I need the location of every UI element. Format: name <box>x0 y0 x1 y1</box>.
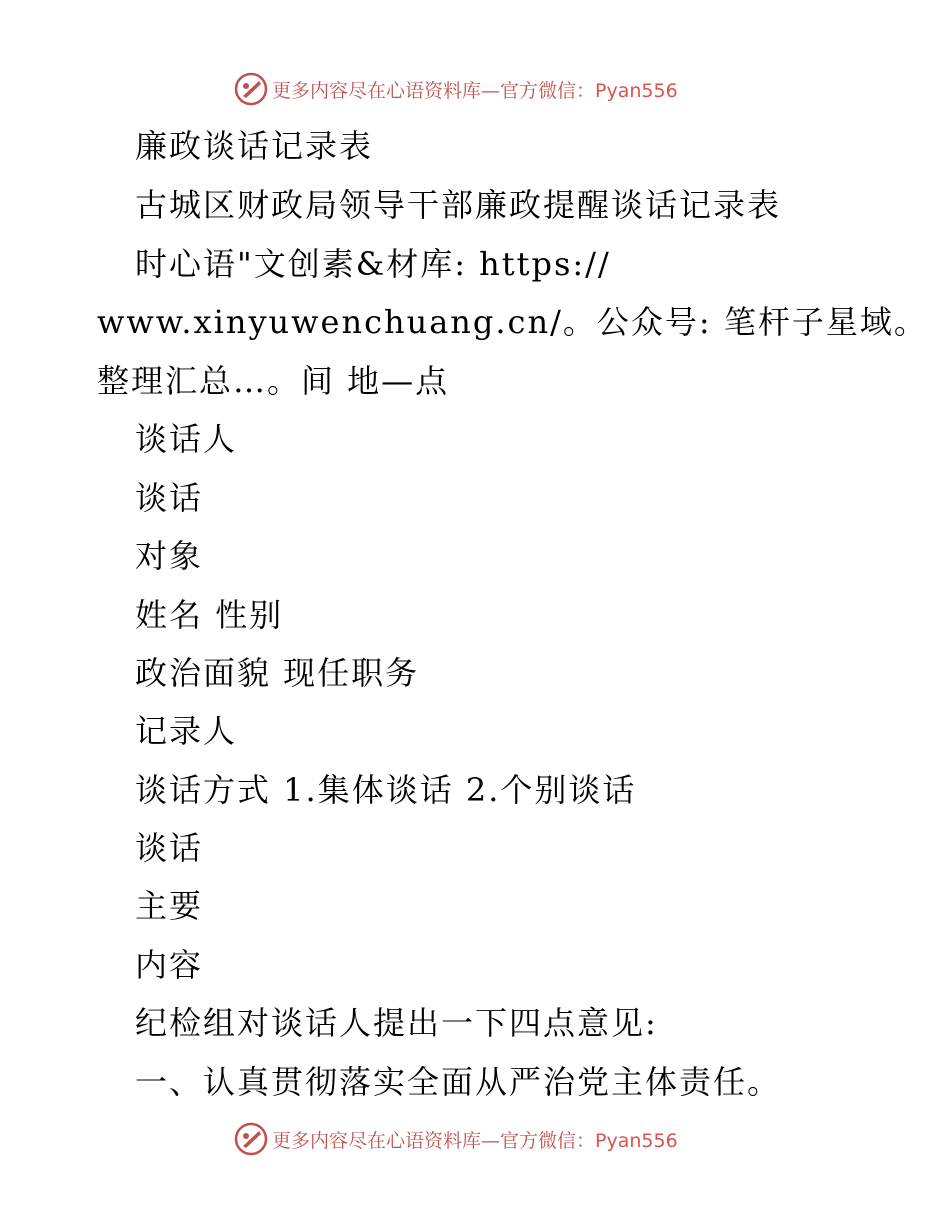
doc-line: 姓名 性别 <box>135 596 284 634</box>
header-watermark-banner <box>0 70 950 110</box>
doc-line: 谈话 <box>135 479 204 517</box>
banner-contact-label: 官方微信： <box>500 1130 596 1152</box>
doc-line: 谈话 <box>135 829 204 867</box>
doc-line: 政治面貌 现任职务 <box>135 654 420 692</box>
doc-line: 谈话人 <box>135 420 238 458</box>
banner-text <box>272 1126 678 1153</box>
doc-line: 对象 <box>135 537 204 575</box>
doc-line: 时心语"文创素&材库: https:// <box>135 245 611 283</box>
doc-subtitle: 古城区财政局领导干部廉政提醒谈话记录表 <box>135 186 782 224</box>
banner-text <box>272 76 678 103</box>
brand-logo-icon <box>234 72 268 106</box>
doc-title: 廉政谈话记录表 <box>135 127 374 165</box>
doc-line: 纪检组对谈话人提出一下四点意见: <box>135 1004 658 1042</box>
banner-separator: — <box>481 80 501 102</box>
doc-line: 记录人 <box>135 712 238 750</box>
doc-line: 一、认真贯彻落实全面从严治党主体责任。 <box>135 1063 782 1101</box>
brand-logo-icon <box>234 1122 268 1156</box>
banner-brand: 更多内容尽在心语资料库 <box>272 80 482 102</box>
banner-brand: 更多内容尽在心语资料库 <box>272 1130 482 1152</box>
banner-separator: — <box>481 1130 501 1152</box>
footer-watermark-banner <box>0 1120 950 1160</box>
doc-line: www.xinyuwenchuang.cn/。公众号: 笔杆子星域。 <box>97 303 928 341</box>
banner-contact-id: Pyan556 <box>595 1130 678 1152</box>
doc-line: 主要 <box>135 887 204 925</box>
banner-contact-id: Pyan556 <box>595 80 678 102</box>
doc-line: 整理汇总…。间 地—点 <box>97 362 450 400</box>
doc-line: 内容 <box>135 946 204 984</box>
banner-contact-label: 官方微信： <box>500 80 596 102</box>
doc-line: 谈话方式 1.集体谈话 2.个别谈话 <box>135 771 637 809</box>
